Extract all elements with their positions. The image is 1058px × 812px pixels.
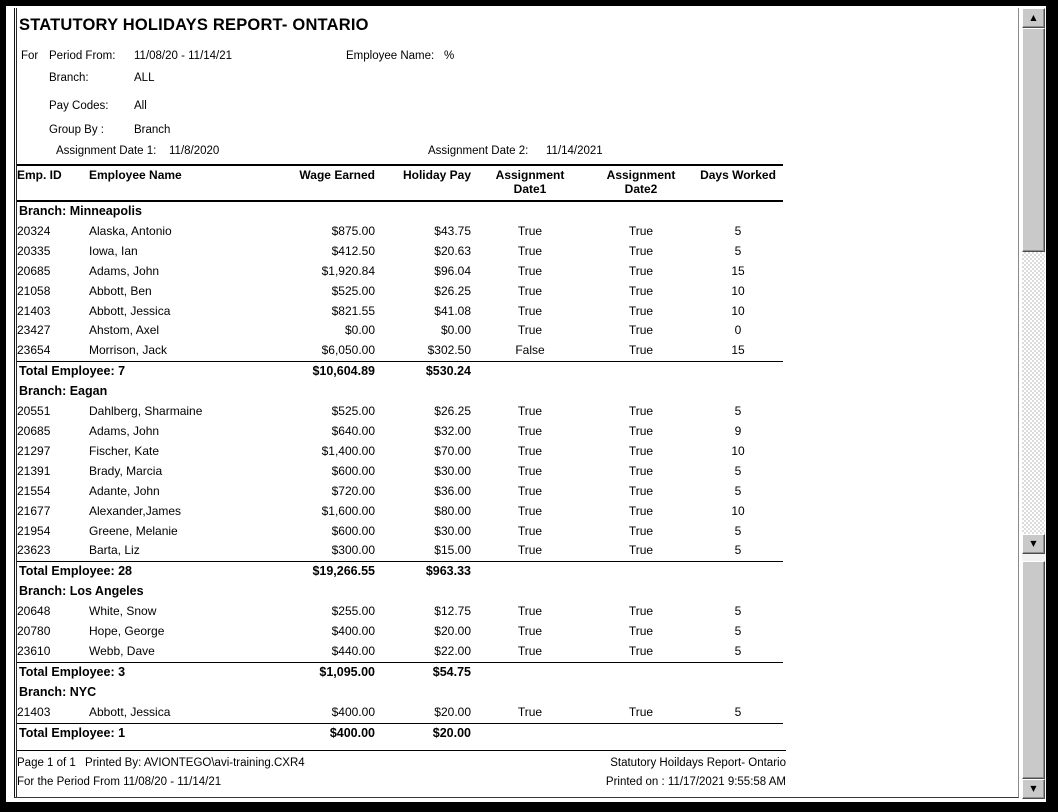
employee-cell: 21554	[17, 483, 51, 498]
employee-cell: 5	[734, 523, 742, 538]
employee-cell: $821.55	[331, 303, 375, 318]
employee-cell: True	[517, 243, 543, 258]
group-by-value: Branch	[134, 124, 171, 136]
total-empty-cell	[471, 723, 783, 743]
assignment-date2-label: Assignment Date 2:	[428, 145, 529, 157]
column-header-holiday-pay: Holiday Pay	[402, 168, 471, 182]
employee-cell: True	[628, 323, 654, 338]
footer-printed-on: Printed on : 11/17/2021 9:55:58 AM	[605, 776, 786, 788]
report-viewer-content	[6, 6, 1046, 802]
employee-row	[17, 242, 783, 262]
scrollbar-thumb-lower[interactable]	[1022, 561, 1045, 779]
employee-row	[17, 703, 783, 723]
employee-cell: $32.00	[434, 423, 471, 438]
column-header-assignment-date2	[589, 165, 693, 201]
employee-cell: $255.00	[331, 604, 375, 619]
employee-cell: 20335	[17, 243, 51, 258]
report-page	[14, 8, 1019, 798]
employee-cell: False	[515, 343, 545, 358]
report-table	[17, 164, 783, 743]
employee-cell: $36.00	[434, 483, 471, 498]
employee-cell: True	[517, 423, 543, 438]
scrollbar-thumb-upper[interactable]	[1022, 28, 1045, 252]
employee-cell: True	[517, 483, 543, 498]
employee-cell: Greene, Melanie	[89, 523, 178, 538]
column-header-employee-name: Employee Name	[89, 168, 182, 182]
group-total-row	[17, 723, 783, 743]
employee-cell: 5	[734, 243, 742, 258]
group-total-row	[17, 362, 783, 382]
employee-row	[17, 222, 783, 242]
period-from-value: 11/08/20 - 11/14/21	[134, 50, 233, 62]
group-total-row	[17, 662, 783, 682]
employee-cell: 23654	[17, 343, 51, 358]
employee-cell: $400.00	[331, 704, 375, 719]
footer-report-name: Statutory Hoildays Report- Ontario	[610, 757, 786, 769]
employee-cell: $20.00	[434, 704, 471, 719]
employee-cell: $400.00	[331, 624, 375, 639]
total-holiday-pay: $963.33	[375, 562, 471, 582]
employee-cell: Iowa, Ian	[89, 243, 138, 258]
employee-cell: $300.00	[331, 543, 375, 558]
total-employee-label: Total Employee: 28	[17, 562, 279, 582]
employee-row	[17, 502, 783, 522]
employee-cell: $1,400.00	[321, 443, 375, 458]
column-header-days-worked: Days Worked	[700, 168, 776, 182]
total-empty-cell	[471, 562, 783, 582]
scroll-down-button-bottom[interactable]: ▼	[1022, 779, 1045, 799]
total-empty-cell	[471, 362, 783, 382]
employee-row	[17, 462, 783, 482]
employee-cell: $43.75	[434, 223, 471, 238]
branch-header-row	[17, 683, 783, 703]
employee-cell: $440.00	[331, 643, 375, 658]
employee-cell: 5	[734, 704, 742, 719]
employee-cell: True	[517, 624, 543, 639]
employee-cell: 0	[734, 323, 742, 338]
column-header-assignment-date1	[471, 165, 589, 201]
total-wage-earned: $1,095.00	[279, 662, 375, 682]
employee-row	[17, 522, 783, 542]
employee-row	[17, 282, 783, 302]
employee-cell: $412.50	[331, 243, 375, 258]
employee-cell: 20685	[17, 263, 51, 278]
table-header-row	[17, 165, 783, 201]
employee-cell: 20685	[17, 423, 51, 438]
branch-name: Branch: Los Angeles	[19, 584, 144, 599]
total-employee-label: Total Employee: 1	[17, 723, 279, 743]
column-header-emp-id: Emp. ID	[17, 168, 62, 182]
employee-cell: True	[517, 543, 543, 558]
page-footer	[17, 750, 786, 788]
employee-cell: 23610	[17, 643, 51, 658]
employee-cell: 21058	[17, 283, 51, 298]
employee-cell: 5	[734, 604, 742, 619]
employee-cell: 9	[734, 423, 742, 438]
employee-cell: True	[628, 443, 654, 458]
employee-cell: $26.25	[434, 283, 471, 298]
employee-cell: $70.00	[434, 443, 471, 458]
scroll-up-button[interactable]: ▲	[1022, 8, 1045, 28]
employee-cell: Morrison, Jack	[89, 343, 168, 358]
employee-row	[17, 602, 783, 622]
employee-cell: 10	[731, 503, 745, 518]
pay-codes-value: All	[134, 100, 147, 112]
employee-cell: 21954	[17, 523, 51, 538]
employee-cell: 10	[731, 283, 745, 298]
assignment-date1-label: Assignment Date 1:	[56, 145, 157, 157]
total-employee-label: Total Employee: 7	[17, 362, 279, 382]
employee-cell: True	[628, 283, 654, 298]
employee-cell: Alexander,James	[89, 503, 182, 518]
total-holiday-pay: $530.24	[375, 362, 471, 382]
employee-row	[17, 442, 783, 462]
employee-cell: $26.25	[434, 404, 471, 419]
employee-cell: True	[628, 223, 654, 238]
employee-cell: True	[517, 643, 543, 658]
employee-cell: 5	[734, 463, 742, 478]
employee-cell: True	[628, 243, 654, 258]
employee-cell: True	[517, 443, 543, 458]
total-wage-earned: $19,266.55	[279, 562, 375, 582]
employee-cell: 5	[734, 643, 742, 658]
employee-cell: 21403	[17, 303, 51, 318]
employee-cell: Adams, John	[89, 423, 160, 438]
employee-row	[17, 622, 783, 642]
footer-printed-by: Printed By: AVIONTEGO\avi-training.CXR4	[85, 757, 305, 769]
total-empty-cell	[471, 662, 783, 682]
employee-cell: $0.00	[440, 323, 471, 338]
employee-cell: $20.63	[434, 243, 471, 258]
employee-row	[17, 402, 783, 422]
branch-name: Branch: Minneapolis	[19, 204, 142, 218]
employee-cell: $12.75	[434, 604, 471, 619]
employee-cell: $875.00	[331, 223, 375, 238]
employee-cell: True	[628, 303, 654, 318]
branch-label: Branch:	[49, 72, 89, 84]
total-holiday-pay: $20.00	[375, 723, 471, 743]
employee-cell: 20780	[17, 624, 51, 639]
total-holiday-pay: $54.75	[375, 662, 471, 682]
employee-cell: Ahstom, Axel	[89, 323, 160, 338]
employee-cell: Abbott, Ben	[89, 283, 152, 298]
employee-cell: $6,050.00	[321, 343, 375, 358]
employee-cell: True	[628, 463, 654, 478]
column-header-wage-earned: Wage Earned	[299, 168, 375, 182]
employee-cell: $1,600.00	[321, 503, 375, 518]
employee-cell: 21677	[17, 503, 51, 518]
employee-cell: True	[628, 523, 654, 538]
employee-row	[17, 302, 783, 322]
employee-cell: 5	[734, 404, 742, 419]
branch-name: Branch: Eagan	[19, 384, 108, 399]
branch-header-row	[17, 382, 783, 402]
employee-cell: Abbott, Jessica	[89, 303, 171, 318]
employee-cell: $30.00	[434, 463, 471, 478]
employee-cell: True	[628, 404, 654, 419]
branch-name: Branch: NYC	[19, 684, 97, 699]
employee-cell: Adams, John	[89, 263, 160, 278]
employee-row	[17, 541, 783, 561]
employee-cell: 10	[731, 303, 745, 318]
employee-cell: 20324	[17, 223, 51, 238]
employee-cell: 20551	[17, 404, 51, 419]
group-total-row	[17, 562, 783, 582]
employee-cell: White, Snow	[89, 604, 157, 619]
employee-cell: True	[517, 503, 543, 518]
footer-period: For the Period From 11/08/20 - 11/14/21	[17, 776, 222, 788]
employee-cell: True	[517, 223, 543, 238]
for-label: For	[21, 50, 39, 62]
employee-cell: True	[517, 604, 543, 619]
employee-cell: Barta, Liz	[89, 543, 140, 558]
employee-cell: True	[517, 463, 543, 478]
employee-cell: Webb, Dave	[89, 643, 155, 658]
assignment-date1-header-line2: Date1	[513, 182, 547, 196]
total-wage-earned: $400.00	[279, 723, 375, 743]
employee-cell: $96.04	[434, 263, 471, 278]
employee-cell: Abbott, Jessica	[89, 704, 171, 719]
employee-cell: 15	[731, 263, 745, 278]
assignment-date2-header-line2: Date2	[624, 182, 658, 196]
assignment-date1-header-line1: Assignment	[495, 168, 565, 182]
employee-row	[17, 482, 783, 502]
employee-cell: $600.00	[331, 463, 375, 478]
employee-cell: Brady, Marcia	[89, 463, 163, 478]
employee-cell: True	[517, 704, 543, 719]
employee-cell: $15.00	[434, 543, 471, 558]
assignment-date1-value: 11/8/2020	[169, 145, 220, 157]
employee-cell: True	[517, 283, 543, 298]
employee-cell: True	[517, 263, 543, 278]
employee-cell: $0.00	[344, 323, 375, 338]
employee-name-label: Employee Name:	[346, 50, 435, 62]
assignment-date2-header-line1: Assignment	[606, 168, 676, 182]
employee-cell: 21403	[17, 704, 51, 719]
employee-row	[17, 341, 783, 361]
footer-page-number: Page 1 of 1	[17, 757, 76, 769]
employee-cell: $41.08	[434, 303, 471, 318]
employee-cell: Alaska, Antonio	[89, 223, 172, 238]
employee-cell: True	[628, 643, 654, 658]
employee-cell: 5	[734, 223, 742, 238]
employee-cell: $1,920.84	[321, 263, 375, 278]
vertical-scrollbar[interactable]	[1022, 8, 1045, 799]
employee-cell: $525.00	[331, 404, 375, 419]
scroll-down-button-middle[interactable]: ▼	[1022, 534, 1045, 554]
employee-cell: 10	[731, 443, 745, 458]
employee-cell: True	[628, 704, 654, 719]
branch-header-row	[17, 582, 783, 602]
employee-cell: 5	[734, 624, 742, 639]
employee-row	[17, 321, 783, 341]
employee-cell: Adante, John	[89, 483, 160, 498]
employee-cell: $720.00	[331, 483, 375, 498]
employee-cell: $30.00	[434, 523, 471, 538]
employee-cell: 21297	[17, 443, 51, 458]
employee-row	[17, 262, 783, 282]
employee-cell: True	[517, 404, 543, 419]
employee-row	[17, 642, 783, 662]
employee-cell: True	[517, 303, 543, 318]
employee-cell: $302.50	[427, 343, 471, 358]
employee-cell: True	[628, 483, 654, 498]
total-wage-earned: $10,604.89	[279, 362, 375, 382]
employee-cell: $80.00	[434, 503, 471, 518]
scrollbar-gap	[1022, 554, 1045, 561]
employee-cell: $640.00	[331, 423, 375, 438]
employee-cell: True	[628, 624, 654, 639]
period-from-label: Period From:	[49, 50, 116, 62]
employee-cell: True	[517, 523, 543, 538]
employee-cell: True	[628, 423, 654, 438]
employee-cell: 23623	[17, 543, 51, 558]
employee-cell: True	[628, 543, 654, 558]
employee-cell: $22.00	[434, 643, 471, 658]
branch-value: ALL	[134, 72, 155, 84]
total-employee-label: Total Employee: 3	[17, 662, 279, 682]
report-table-body	[17, 201, 783, 743]
employee-cell: 5	[734, 543, 742, 558]
employee-name-value: %	[444, 50, 455, 62]
page-title: STATUTORY HOLIDAYS REPORT- ONTARIO	[19, 16, 369, 34]
employee-cell: $600.00	[331, 523, 375, 538]
employee-cell: $525.00	[331, 283, 375, 298]
employee-cell: True	[628, 503, 654, 518]
report-parameters	[15, 41, 1018, 164]
employee-cell: 5	[734, 483, 742, 498]
employee-cell: $20.00	[434, 624, 471, 639]
employee-cell: True	[628, 604, 654, 619]
pay-codes-label: Pay Codes:	[49, 100, 109, 112]
employee-cell: 21391	[17, 463, 51, 478]
employee-cell: Fischer, Kate	[89, 443, 160, 458]
assignment-date2-value: 11/14/2021	[546, 145, 603, 157]
branch-header-row	[17, 201, 783, 222]
employee-cell: 20648	[17, 604, 51, 619]
employee-cell: Dahlberg, Sharmaine	[89, 404, 203, 419]
scrollbar-track[interactable]	[1022, 252, 1045, 534]
employee-cell: Hope, George	[89, 624, 165, 639]
employee-row	[17, 422, 783, 442]
employee-cell: 23427	[17, 323, 51, 338]
employee-cell: 15	[731, 343, 745, 358]
employee-cell: True	[628, 343, 654, 358]
employee-cell: True	[517, 323, 543, 338]
employee-cell: True	[628, 263, 654, 278]
group-by-label: Group By :	[49, 124, 104, 136]
footer-page-printedby	[17, 757, 311, 769]
